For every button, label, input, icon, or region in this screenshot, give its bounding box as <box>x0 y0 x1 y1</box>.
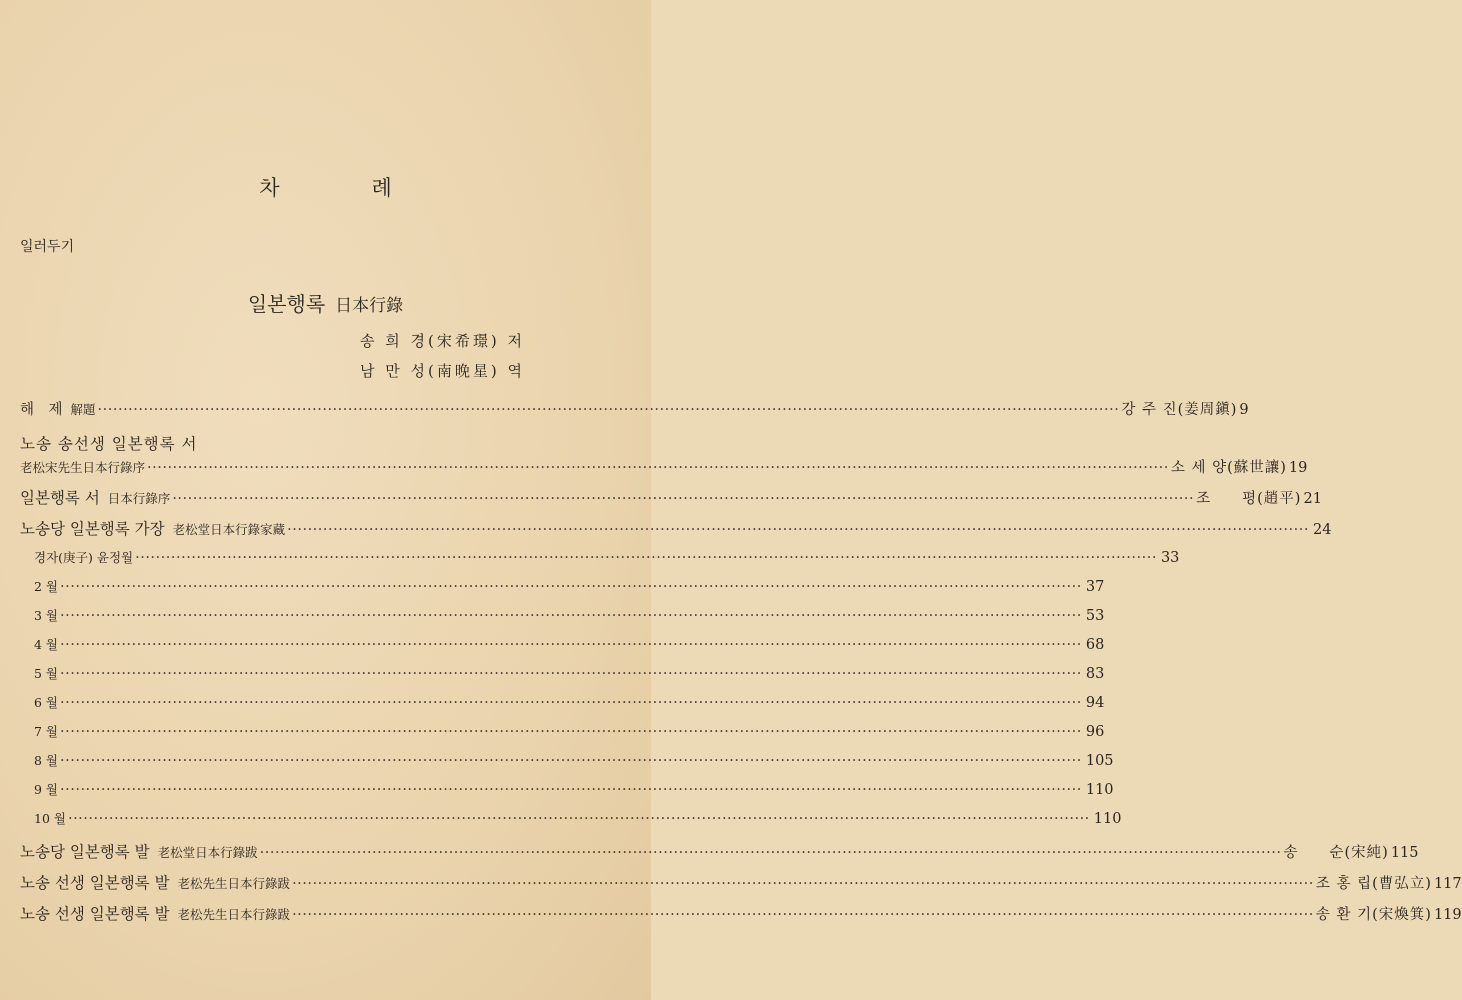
toc-entry-label: 9 월 <box>34 782 59 797</box>
toc-entry <box>34 693 1105 715</box>
page-title <box>0 172 651 202</box>
toc-entry-page: 110 <box>1093 811 1122 827</box>
toc-entry-label: 6 월 <box>34 695 59 710</box>
section-heading: 노송 송선생 일본행록 서 <box>20 435 198 453</box>
toc-entry-label: 4 월 <box>34 637 59 652</box>
translator-credit <box>360 360 525 381</box>
book-title-korean: 일본행록 <box>247 292 326 316</box>
toc-entry-label: 7 월 <box>34 724 59 739</box>
toc-entry-page: 119 <box>1433 907 1462 923</box>
toc-entry-page: 37 <box>1085 579 1105 595</box>
leader-dots: ········································································································································································································ <box>60 782 1082 798</box>
toc-entry <box>34 577 1105 599</box>
author-role: 저 <box>507 332 525 350</box>
translator-hanja: (南晚星) <box>428 362 500 380</box>
toc-entry-page: 115 <box>1390 845 1419 861</box>
toc-entry <box>20 456 1308 478</box>
toc-entry <box>34 722 1105 744</box>
toc-entry-page: 33 <box>1160 550 1180 566</box>
leader-dots: ········································································································································································································ <box>292 876 1314 892</box>
leader-dots: ········································································································································································································ <box>60 579 1082 595</box>
toc-entry-author: 소 세 양(蘇世讓) <box>1170 460 1287 476</box>
toc-entry-author: 송 순(宋純) <box>1283 845 1389 861</box>
toc-entry-page: 21 <box>1303 491 1322 507</box>
author-credit <box>360 330 525 351</box>
toc-entry-label: 8 월 <box>34 753 59 768</box>
toc-entry-label: 경자(庚子) 윤정월 <box>34 550 134 565</box>
toc-entry-label: 노송당 일본행록 가장 <box>20 520 165 538</box>
toc-entry-label: 노송 선생 일본행록 발 <box>20 905 170 923</box>
page-title-char-1: 차 <box>259 176 280 200</box>
page-title-char-2: 례 <box>371 176 392 200</box>
leader-dots: ········································································································································································································ <box>172 491 1195 507</box>
leader-dots: ········································································································································································································ <box>67 811 1090 827</box>
toc-entry <box>20 902 1462 924</box>
toc-entry-label: 노송당 일본행록 발 <box>20 843 150 861</box>
toc-entry-subtitle: 老松先生日本行錄跋 <box>177 876 291 891</box>
leader-dots: ········································································································································································································ <box>60 753 1082 769</box>
toc-entry-page: 24 <box>1312 522 1332 538</box>
toc-entry-subtitle: 老松先生日本行錄跋 <box>177 907 291 922</box>
toc-entry <box>20 871 1462 893</box>
leader-dots: ········································································································································································································ <box>287 522 1309 538</box>
toc-entry-subtitle: 解題 <box>70 402 96 417</box>
author-name: 송 희 경 <box>359 332 428 350</box>
toc-entry-subtitle: 日本行錄序 <box>107 491 171 506</box>
leader-dots: ········································································································································································································ <box>292 907 1314 923</box>
toc-entry-subtitle: 老松堂日本行錄家藏 <box>172 522 286 537</box>
notes-label: 일러두기 <box>20 239 75 255</box>
toc-entry-subtitle: 老松宋先生日本行錄序 <box>20 460 146 475</box>
book-title-kanji: 日本行錄 <box>335 296 404 316</box>
translator-name: 남 만 성 <box>359 362 428 380</box>
toc-entry-author: 송 환 기(宋煥箕) <box>1315 907 1432 923</box>
toc-entry <box>20 486 1322 508</box>
toc-entry-page: 68 <box>1085 637 1105 653</box>
toc-entry <box>34 548 1180 570</box>
toc-entry <box>20 398 1249 420</box>
toc-entry-label: 5 월 <box>34 666 59 681</box>
book-title <box>0 288 651 317</box>
leader-dots: ········································································································································································································ <box>60 637 1082 653</box>
toc-entry-subtitle: 老松堂日本行錄跋 <box>157 845 258 860</box>
toc-entry-page: 94 <box>1085 695 1105 711</box>
toc-entry-label: 해 제 <box>20 402 63 418</box>
toc-entry-label: 2 월 <box>34 579 59 594</box>
leader-dots: ········································································································································································································ <box>60 666 1082 682</box>
leader-dots: ········································································································································································································ <box>259 845 1282 861</box>
toc-entry <box>20 517 1332 539</box>
toc-entry <box>34 751 1114 773</box>
toc-entry <box>34 606 1105 628</box>
toc-entry <box>20 840 1419 862</box>
toc-entry-page: 9 <box>1239 402 1249 418</box>
toc-entry-page: 110 <box>1085 782 1114 798</box>
toc-entry-author: 강 주 진(姜周鎭) <box>1121 402 1238 418</box>
toc-entry <box>34 809 1122 831</box>
toc-entry-page: 19 <box>1288 460 1308 476</box>
toc-entry-label: 3 월 <box>34 608 59 623</box>
toc-entry-page: 53 <box>1085 608 1105 624</box>
toc-entry-page: 105 <box>1085 753 1114 769</box>
toc-entry <box>34 664 1105 686</box>
toc-entry <box>34 780 1114 802</box>
toc-entry-page: 83 <box>1085 666 1105 682</box>
toc-entry-author: 조 평(趙平) <box>1196 491 1302 507</box>
leader-dots: ········································································································································································································ <box>147 460 1169 476</box>
toc-entry-author: 조 홍 립(曹弘立) <box>1315 876 1432 892</box>
leader-dots: ········································································································································································································ <box>97 402 1120 418</box>
toc-entry-label: 노송 선생 일본행록 발 <box>20 874 170 892</box>
author-hanja: (宋希璟) <box>428 332 500 350</box>
toc-entry-page: 96 <box>1085 724 1105 740</box>
toc-entry <box>34 635 1105 657</box>
translator-role: 역 <box>507 362 525 380</box>
leader-dots: ········································································································································································································ <box>60 608 1082 624</box>
toc-entry-page: 117 <box>1433 876 1462 892</box>
toc-entry-label: 일본행록 서 <box>20 489 100 507</box>
toc-entry-label: 10 월 <box>34 811 66 826</box>
leader-dots: ········································································································································································································ <box>60 695 1082 711</box>
leader-dots: ········································································································································································································ <box>60 724 1082 740</box>
leader-dots: ········································································································································································································ <box>135 550 1157 566</box>
